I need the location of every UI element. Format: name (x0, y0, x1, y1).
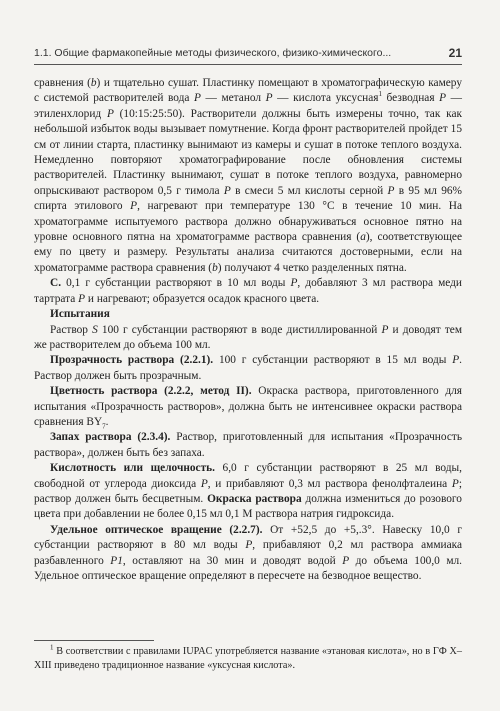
header-rule (34, 64, 462, 65)
running-title: 1.1. Общие фармакопейные методы физического, физико-химического... (34, 47, 392, 59)
footnote-text: В соответствии с правилами IUPAC употребляется название «этановая кислота», но в ГФ X–XIII приведено традиционное название «уксусная кислота». (34, 646, 462, 671)
footnote-number: 1 (50, 643, 54, 652)
paragraph-identification-c: С. 0,1 г субстанции растворяют в 10 мл воды P, добавляют 3 мл раствора меди тартрата P и нагревают; образуется осадок красного цвета. (34, 277, 462, 305)
section-heading-tests: Испытания (50, 308, 110, 321)
footnote-rule (34, 640, 154, 641)
paragraph-optical-rotation: Удельное оптическое вращение (2.2.7). От +52,5 до +5,.3°. Навеску 10,0 г субстанции растворяют в 80 мл воды P, прибавляют 0,2 мл раствора аммиака разбавленного P1, оставляют на 30 мин и доводят водой P до объема 100,0 мл. Удельное оптическое вращение определяют в пересчете на безводное вещество. (34, 523, 463, 582)
paragraph-solution-s: Раствор S 100 г субстанции растворяют в воде дистиллированной P и доводят тем же растворителем до объема 100 мл. (34, 323, 463, 351)
body-text (34, 76, 462, 584)
page-header (34, 47, 462, 65)
paragraph-odor: Запах раствора (2.3.4). Раствор, приготовленный для испытания «Прозрачность раствора», должен быть без запаха. (34, 431, 462, 459)
paragraph-chromatography: сравнения (b) и тщательно сушат. Пластинку помещают в хроматографическую камеру с системой растворителей вода P — метанол P — кислота уксусная$^1$ безводная P — этиленхлорид P (10:15:25:50). Растворители должны быть измерены точно, так как небольшой избыток воды вызывает помутнение. Когда фронт растворителей пройдет 15 см от линии старта, пластинку вынимают из камеры и сушат в потоке теплого воздуха. Немедленно повторяют хроматографирование после обновления системы растворителей. Пластинку вынимают, сушат в потоке теплого воздуха, равномерно опрыскивают раствором 0,5 г тимола P в смеси 5 мл кислоты серной P в 95 мл 96% спирта этилового P, нагревают при температуре 130 °С в течение 10 мин. На хроматограмме испытуемого раствора должно обнаруживаться основное пятно на уровне основного пятна на хроматограмме раствора сравнения (а), соответствующее ему по цвету и размеру. Результаты анализа считаются достоверными, если на хроматограмме раствора сравнения (b) получают 4 четко разделенных пятна. (34, 77, 462, 274)
paragraph-color: Цветность раствора (2.2.2, метод II). Окраска раствора, приготовленного для испытания «Прозрачность растворов», должна быть не интенсивнее окраски раствора сравнения $BY_7$. (34, 385, 462, 431)
footnote-marker: 1 (378, 90, 382, 99)
paragraph-clarity: Прозрачность раствора (2.2.1). 100 г субстанции растворяют в 15 мл воды P. Раствор должен быть прозрачным. (34, 354, 463, 382)
page-number: 21 (448, 46, 462, 60)
footnote (34, 645, 462, 672)
paragraph-acidity: Кислотность или щелочность. 6,0 г субстанции растворяют в 25 мл воды, свободной от углерода диоксида P, и прибавляют 0,3 мл раствора фенолфталеина P; раствор должен быть бесцветным. Окраска раствора должна измениться до розового цвета при добавлении не более 0,15 мл 0,1 М раствора натрия гидроксида. (34, 462, 462, 521)
